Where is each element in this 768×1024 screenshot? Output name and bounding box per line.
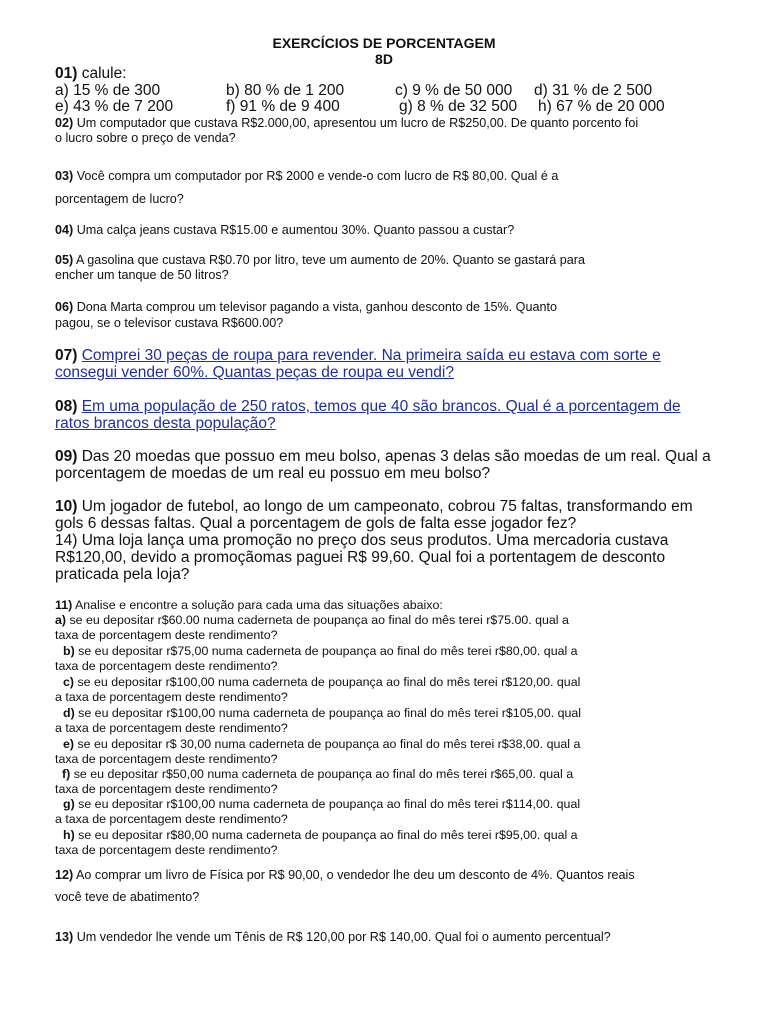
- question-11-item-b-line-2: taxa de porcentagem deste rendimento?: [55, 659, 278, 673]
- question-11-item-b-line-1: b) se eu depositar r$75,00 numa caderneta de poupança ao final do mês terei r$80,00. qual a: [63, 644, 578, 658]
- question-11-item-c-line-2: a taxa de porcentagem deste rendimento?: [55, 690, 288, 704]
- question-11-item-g-line-1: g) se eu depositar r$100,00 numa caderneta de poupança ao final do mês terei r$114,00. qual: [63, 797, 581, 811]
- question-10-line-1: 10) Um jogador de futebol, ao longo de um campeonato, cobrou 75 faltas, transformando em: [55, 498, 693, 515]
- question-11-item-g-line-2: a taxa de porcentagem deste rendimento?: [55, 812, 288, 826]
- question-01-item-d: d) 31 % de 2 500: [534, 82, 653, 99]
- question-07-line-1: 07) Comprei 30 peças de roupa para revender. Na primeira saída eu estava com sorte e: [55, 347, 661, 364]
- question-01-item-h: h) 67 % de 20 000: [538, 98, 665, 115]
- question-04-line-1: 04) Uma calça jeans custava R$15.00 e aumentou 30%. Quanto passou a custar?: [55, 223, 515, 237]
- question-11-item-h-line-1: h) se eu depositar r$80,00 numa caderneta de poupança ao final do mês terei r$95,00. qual a: [63, 828, 578, 842]
- question-11-item-f-line-2: taxa de porcentagem deste rendimento?: [55, 782, 278, 796]
- question-11-item-a-line-2: taxa de porcentagem deste rendimento?: [55, 628, 278, 642]
- question-01-item-g: g) 8 % de 32 500: [399, 98, 518, 115]
- question-11-item-f-line-1: f) se eu depositar r$50,00 numa caderneta de poupança ao final do mês terei r$65,00. qual a: [62, 767, 574, 781]
- question-05-line-2: encher um tanque de 50 litros?: [55, 268, 229, 282]
- question-01-item-c: c) 9 % de 50 000: [395, 82, 513, 99]
- question-10-line-2: gols 6 dessas faltas. Qual a porcentagem de gols de falta esse jogador fez?: [55, 515, 577, 532]
- question-06-line-2: pagou, se o televisor custava R$600.00?: [55, 316, 284, 330]
- question-07-link-1[interactable]: Comprei 30 peças de roupa para revender. Na primeira saída eu estava com sorte e: [81, 347, 661, 364]
- question-08-link-2[interactable]: ratos brancos desta população?: [55, 415, 276, 432]
- question-02-line-1: 02) Um computador que custava R$2.000,00, apresentou um lucro de R$250,00. De quanto porcento foi: [55, 116, 639, 130]
- question-09-line-1: 09) Das 20 moedas que possuo em meu bolso, apenas 3 delas são moedas de um real. Qual a: [55, 448, 711, 465]
- question-11-intro: 11) Analise e encontre a solução para cada uma das situações abaixo:: [55, 598, 443, 612]
- question-01-item-a: a) 15 % de 300: [55, 82, 161, 99]
- question-11-item-h-line-2: taxa de porcentagem deste rendimento?: [55, 843, 278, 857]
- question-11-item-e-line-1: e) se eu depositar r$ 30,00 numa caderneta de poupança ao final do mês terei r$38,00. qual a: [63, 737, 581, 751]
- question-08-line-1: 08) Em uma população de 250 ratos, temos que 40 são brancos. Qual é a porcentagem de: [55, 398, 681, 415]
- question-09-line-2: porcentagem de moedas de um real eu possuo em meu bolso?: [55, 465, 491, 482]
- question-01-item-f: f) 91 % de 9 400: [226, 98, 340, 115]
- question-11-item-c-line-1: c) se eu depositar r$100,00 numa caderneta de poupança ao final do mês terei r$120,00. qual: [63, 675, 581, 689]
- question-07-link-2[interactable]: consegui vender 60%. Quantas peças de roupa eu vendi?: [55, 364, 454, 381]
- question-14-line-2: R$120,00, devido a promoçãomas paguei R$ 99,60. Qual foi a portentagem de desconto: [55, 549, 666, 566]
- question-03-line-2: porcentagem de lucro?: [55, 192, 184, 206]
- question-14-line-3: praticada pela loja?: [55, 566, 190, 583]
- question-06-line-1: 06) Dona Marta comprou um televisor pagando a vista, ganhou desconto de 15%. Quanto: [55, 300, 557, 314]
- question-13-line-1: 13) Um vendedor lhe vende um Tênis de R$ 120,00 por R$ 140,00. Qual foi o aumento percentual?: [55, 930, 611, 944]
- question-05-line-1: 05) A gasolina que custava R$0.70 por litro, teve um aumento de 20%. Quanto se gastará para: [55, 253, 585, 267]
- question-14-line-1: 14) Uma loja lança uma promoção no preço dos seus produtos. Uma mercadoria custava: [55, 532, 669, 549]
- question-11-item-d-line-2: a taxa de porcentagem deste rendimento?: [55, 721, 288, 735]
- question-12-line-1: 12) Ao comprar um livro de Física por R$ 90,00, o vendedor lhe deu um desconto de 4%. Quantos reais: [55, 868, 635, 882]
- question-03-line-1: 03) Você compra um computador por R$ 2000 e vende-o com lucro de R$ 80,00. Qual é a: [55, 169, 559, 183]
- question-11-item-a-line-1: a) se eu depositar r$60.00 numa caderneta de poupança ao final do mês terei r$75.00. qual a: [55, 613, 569, 627]
- question-12-line-2: você teve de abatimento?: [55, 890, 200, 904]
- question-01-item-b: b) 80 % de 1 200: [226, 82, 345, 99]
- question-02-line-2: o lucro sobre o preço de venda?: [55, 131, 236, 145]
- class-label: 8D: [375, 51, 393, 67]
- question-11-item-d-line-1: d) se eu depositar r$100,00 numa caderneta de poupança ao final do mês terei r$105,00. qual: [63, 706, 582, 720]
- question-01-heading: 01) calule:: [55, 65, 127, 82]
- question-11-item-e-line-2: taxa de porcentagem deste rendimento?: [55, 752, 278, 766]
- page-title: EXERCÍCIOS DE PORCENTAGEM: [272, 35, 496, 51]
- question-08-link-1[interactable]: Em uma população de 250 ratos, temos que 40 são brancos. Qual é a porcentagem de: [81, 398, 681, 415]
- question-01-item-e: e) 43 % de 7 200: [55, 98, 174, 115]
